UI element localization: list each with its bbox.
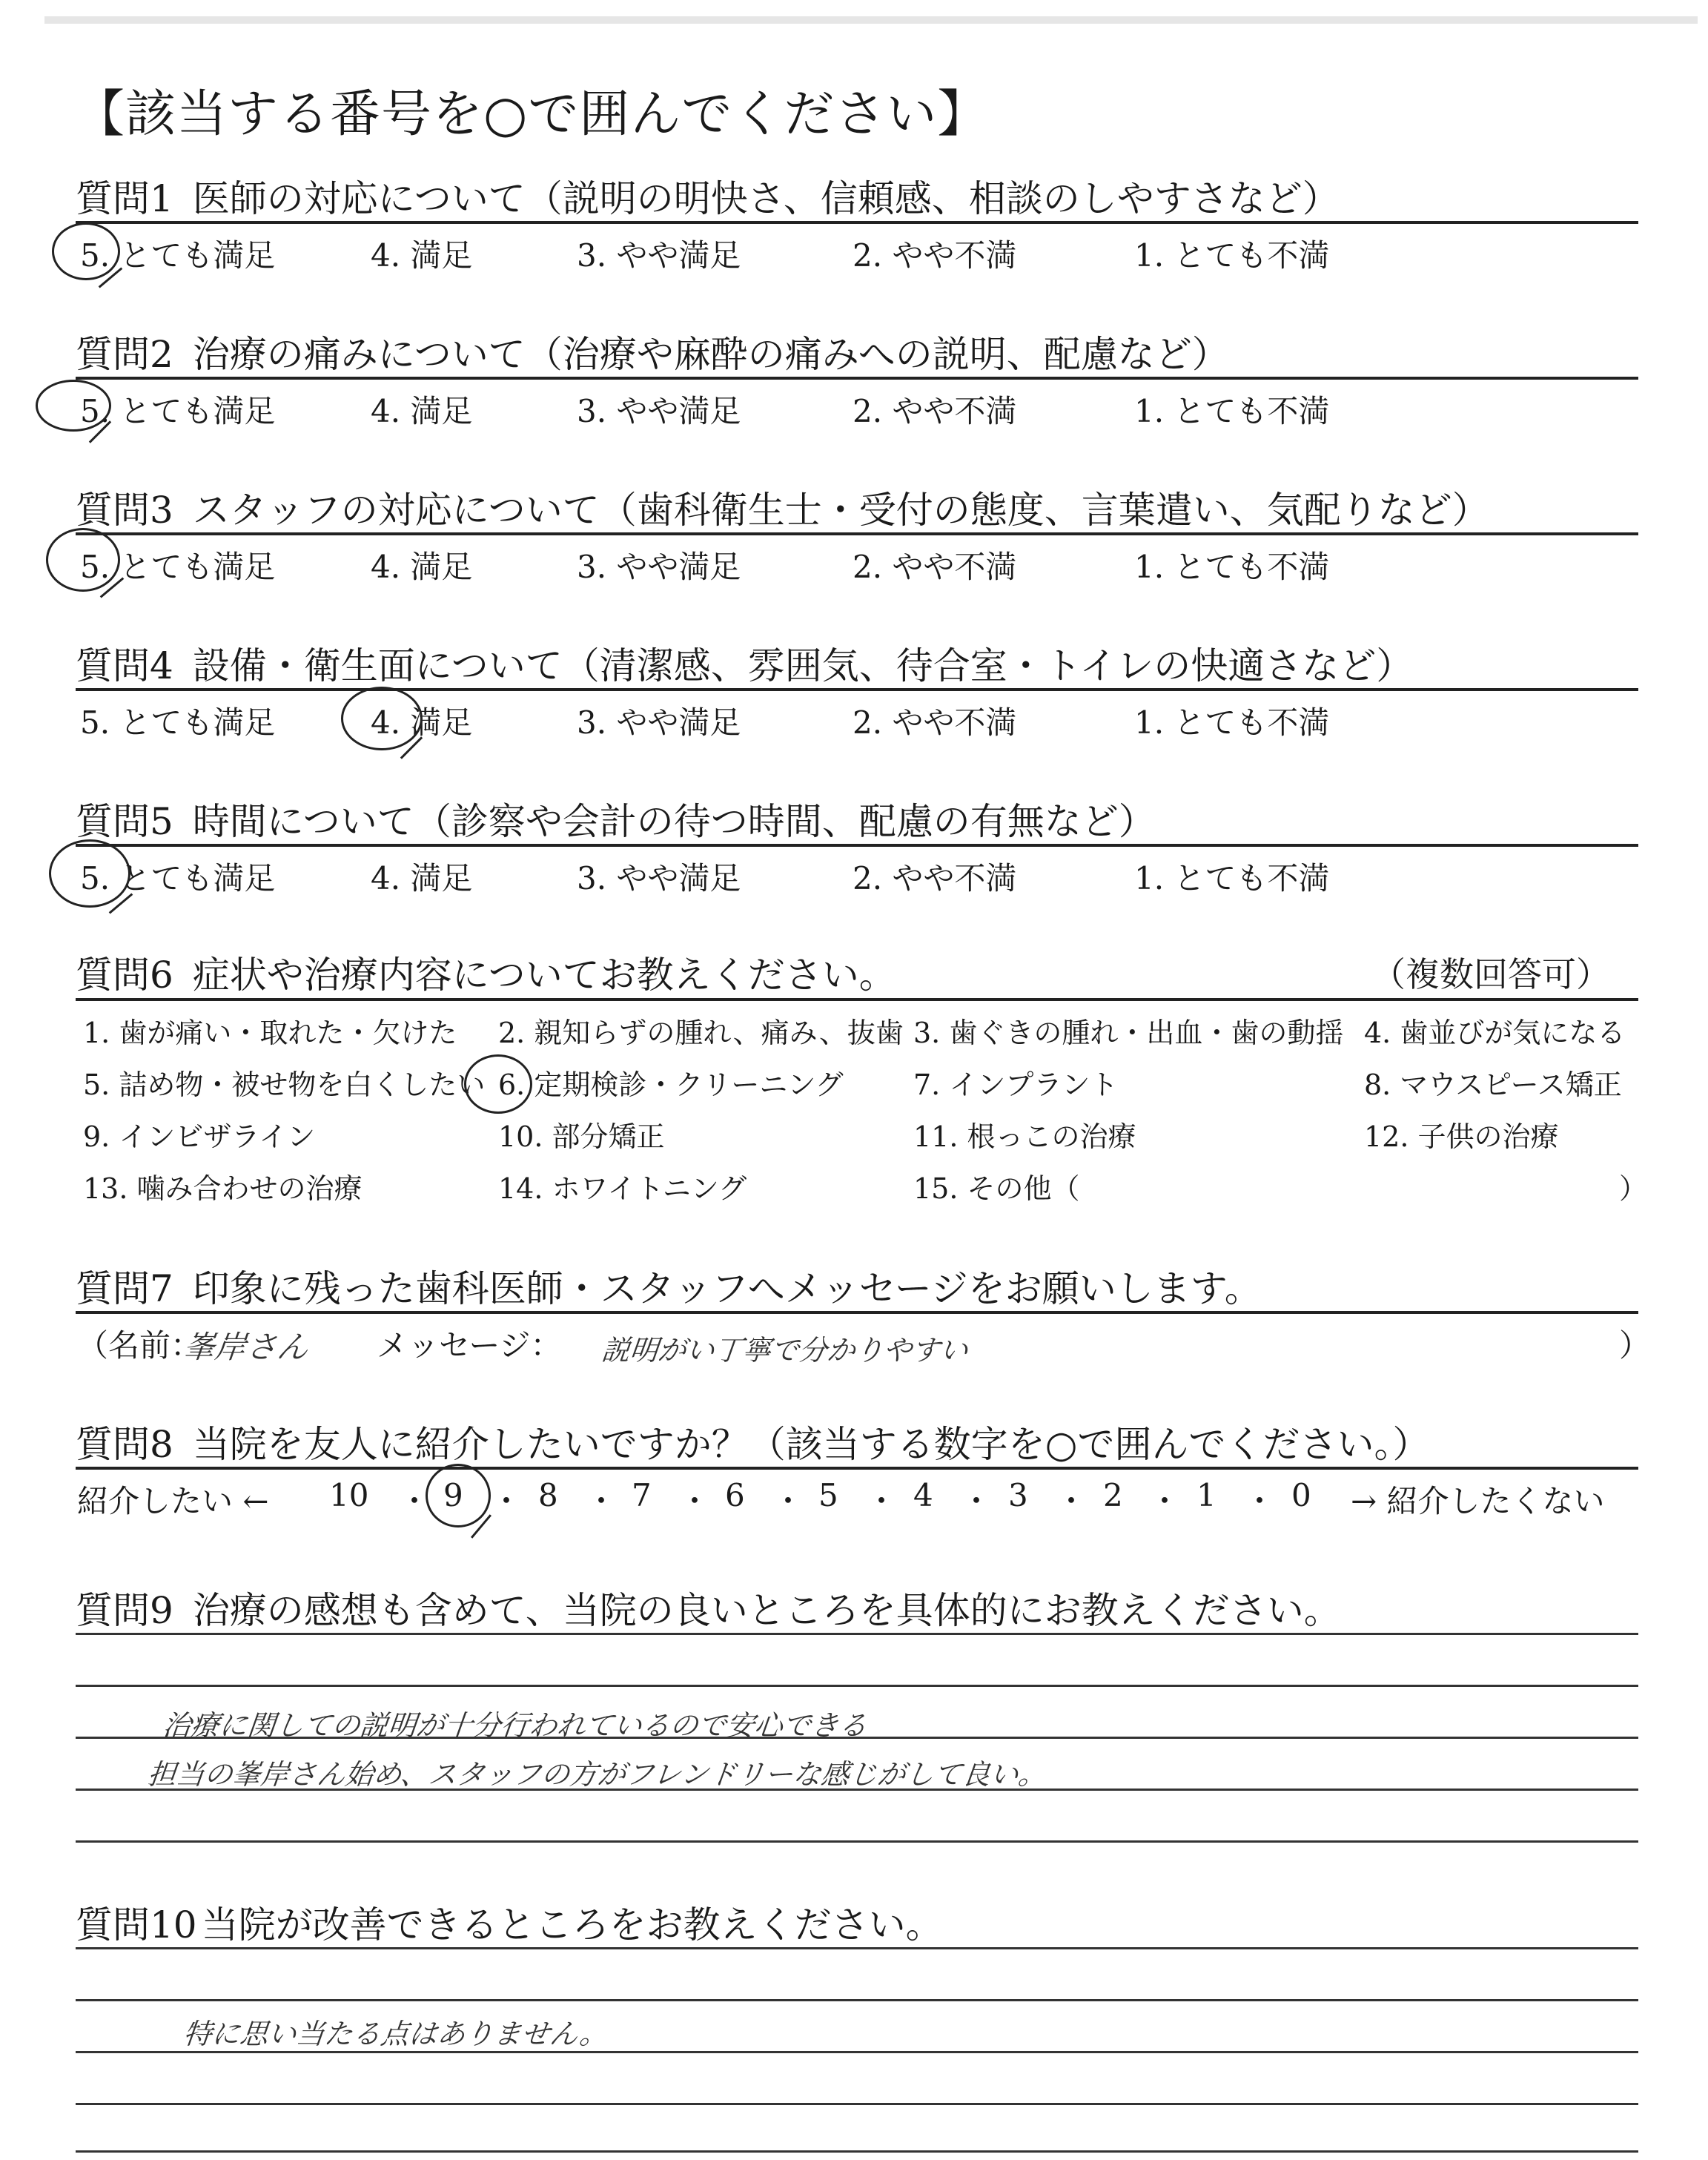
option-4[interactable]: 4. 満足 bbox=[371, 704, 473, 741]
question-number: 質問5 bbox=[76, 800, 173, 843]
option-11[interactable]: 11. 根っこの治療 bbox=[913, 1120, 1136, 1153]
q9-answer-line-2[interactable]: 担当の峯岸さん始め、スタッフの方がフレンドリーな感じがして良い。 bbox=[146, 1758, 1048, 1791]
option-4[interactable]: 4. 歯並びが気になる bbox=[1364, 1017, 1626, 1049]
scale-separator: ・ bbox=[491, 1483, 523, 1519]
answer-line bbox=[76, 1633, 1638, 1635]
option-1[interactable]: 1. 歯が痛い・取れた・欠けた bbox=[83, 1017, 457, 1049]
question-number: 質問8 bbox=[76, 1423, 173, 1466]
question-rule bbox=[76, 998, 1638, 1001]
selection-circle bbox=[426, 1464, 491, 1527]
scale-separator: ・ bbox=[961, 1483, 993, 1519]
option-3[interactable]: 3. やや満足 bbox=[577, 237, 741, 274]
option-5[interactable]: 5. とても満足 bbox=[80, 860, 276, 896]
selection-circle bbox=[49, 839, 130, 908]
option-13[interactable]: 13. 噛み合わせの治療 bbox=[83, 1172, 363, 1205]
selection-circle bbox=[36, 380, 111, 432]
scan-top-edge bbox=[44, 16, 1698, 24]
selection-circle bbox=[464, 1054, 532, 1114]
answer-line bbox=[76, 2103, 1638, 2105]
other-close-paren: ） bbox=[1619, 1172, 1648, 1205]
question-6 bbox=[76, 945, 896, 999]
option-2[interactable]: 2. やや不満 bbox=[853, 704, 1017, 741]
option-5[interactable]: 5. とても満足 bbox=[80, 237, 276, 274]
option-4[interactable]: 4. 満足 bbox=[371, 860, 473, 896]
scale-separator: ・ bbox=[1149, 1483, 1181, 1519]
answer-line bbox=[76, 1947, 1638, 1949]
option-9[interactable]: 9. インビザライン bbox=[83, 1120, 316, 1153]
scale-5[interactable]: 5 bbox=[818, 1477, 838, 1513]
option-3[interactable]: 3. やや満足 bbox=[577, 549, 741, 585]
option-1[interactable]: 1. とても不満 bbox=[1134, 237, 1330, 274]
question-number: 質問9 bbox=[76, 1589, 173, 1632]
scale-separator: ・ bbox=[1244, 1483, 1276, 1519]
scale-separator: ・ bbox=[866, 1483, 898, 1519]
question-text: 治療の感想も含めて、当院の良いところを具体的にお教えください。 bbox=[192, 1589, 1341, 1632]
question-rule bbox=[76, 1467, 1638, 1470]
close-paren: ） bbox=[1619, 1327, 1651, 1364]
scale-separator: ・ bbox=[586, 1483, 618, 1519]
question-3 bbox=[76, 480, 1489, 534]
q10-answer-line-1[interactable]: 特に思い当たる点はありません。 bbox=[182, 2018, 610, 2050]
name-label: （名前： bbox=[77, 1327, 202, 1364]
question-7 bbox=[76, 1259, 1262, 1312]
scale-10[interactable]: 10 bbox=[329, 1477, 369, 1513]
scale-separator: ・ bbox=[399, 1483, 431, 1519]
question-2 bbox=[76, 325, 1229, 378]
question-4 bbox=[76, 636, 1413, 690]
message-handwritten[interactable]: 説明がい丁寧で分かりやすい bbox=[600, 1334, 970, 1367]
question-number: 質問3 bbox=[76, 489, 173, 532]
question-number: 質問4 bbox=[76, 644, 173, 687]
option-5[interactable]: 5. とても満足 bbox=[80, 549, 276, 585]
message-label: メッセージ： bbox=[377, 1327, 562, 1364]
scale-2[interactable]: 2 bbox=[1103, 1477, 1123, 1513]
option-3[interactable]: 3. やや満足 bbox=[577, 860, 741, 896]
option-1[interactable]: 1. とても不満 bbox=[1134, 860, 1330, 896]
question-text: 印象に残った歯科医師・スタッフへメッセージをお願いします。 bbox=[192, 1267, 1262, 1310]
scale-separator: ・ bbox=[679, 1483, 711, 1519]
option-4[interactable]: 4. 満足 bbox=[371, 549, 473, 585]
question-rule bbox=[76, 221, 1638, 224]
q9-answer-line-1[interactable]: 治療に関しての説明が十分行われているので安心できる bbox=[161, 1709, 869, 1742]
option-5[interactable]: 5. とても満足 bbox=[80, 393, 276, 429]
selection-circle bbox=[341, 687, 423, 750]
question-text: スタッフの対応について（歯科衛生士・受付の態度、言葉遣い、気配りなど） bbox=[192, 489, 1489, 532]
option-2[interactable]: 2. 親知らずの腫れ、痛み、抜歯 bbox=[498, 1017, 904, 1049]
multiple-answer-note: （複数回答可） bbox=[1371, 954, 1610, 994]
option-14[interactable]: 14. ホワイトニング bbox=[498, 1172, 747, 1205]
question-8 bbox=[76, 1415, 1429, 1468]
scale-3[interactable]: 3 bbox=[1008, 1477, 1028, 1513]
scale-separator: ・ bbox=[1056, 1483, 1088, 1519]
option-3[interactable]: 3. やや満足 bbox=[577, 393, 741, 429]
question-1 bbox=[76, 169, 1340, 222]
question-9 bbox=[76, 1581, 1341, 1634]
option-1[interactable]: 1. とても不満 bbox=[1134, 393, 1330, 429]
option-6[interactable]: 6. 定期検診・クリーニング bbox=[498, 1069, 844, 1101]
scale-left-label: 紹介したい ← bbox=[77, 1483, 269, 1519]
scale-6[interactable]: 6 bbox=[725, 1477, 745, 1513]
answer-line bbox=[76, 1840, 1638, 1843]
option-10[interactable]: 10. 部分矯正 bbox=[498, 1120, 665, 1153]
answer-line bbox=[76, 1999, 1638, 2001]
question-number: 質問10 bbox=[76, 1903, 197, 1946]
question-5 bbox=[76, 792, 1156, 845]
question-number: 質問7 bbox=[76, 1267, 173, 1310]
scale-9[interactable]: 9 bbox=[443, 1477, 463, 1513]
option-1[interactable]: 1. とても不満 bbox=[1134, 704, 1330, 741]
selection-circle bbox=[52, 222, 120, 280]
scale-4[interactable]: 4 bbox=[913, 1477, 933, 1513]
option-8[interactable]: 8. マウスピース矯正 bbox=[1364, 1069, 1622, 1101]
option-2[interactable]: 2. やや不満 bbox=[853, 237, 1017, 274]
scale-separator: ・ bbox=[772, 1483, 804, 1519]
scale-0[interactable]: 0 bbox=[1291, 1477, 1311, 1513]
selection-circle bbox=[46, 528, 120, 592]
question-10 bbox=[76, 1895, 943, 1949]
question-rule bbox=[76, 377, 1638, 380]
question-text: 当院が改善できるところをお教えください。 bbox=[201, 1903, 943, 1946]
scale-1[interactable]: 1 bbox=[1196, 1477, 1217, 1513]
scale-7[interactable]: 7 bbox=[632, 1477, 652, 1513]
question-rule bbox=[76, 844, 1638, 847]
option-5[interactable]: 5. 詰め物・被せ物を白くしたい bbox=[83, 1069, 486, 1101]
question-text: 医師の対応について（説明の明快さ、信頼感、相談のしやすさなど） bbox=[192, 177, 1340, 220]
question-number: 質問1 bbox=[76, 177, 173, 220]
question-text: 当院を友人に紹介したいですか？（該当する数字を○で囲んでください。） bbox=[192, 1423, 1430, 1466]
option-4[interactable]: 4. 満足 bbox=[371, 237, 473, 274]
option-5[interactable]: 5. とても満足 bbox=[80, 704, 276, 741]
option-1[interactable]: 1. とても不満 bbox=[1134, 549, 1330, 585]
instruction-heading: 【該当する番号を○で囲んでください】 bbox=[74, 85, 989, 144]
option-12[interactable]: 12. 子供の治療 bbox=[1364, 1120, 1559, 1153]
scale-8[interactable]: 8 bbox=[538, 1477, 558, 1513]
answer-line bbox=[76, 1685, 1638, 1687]
name-handwritten[interactable]: 峯岸さん bbox=[182, 1329, 311, 1365]
question-text: 症状や治療内容についてお教えください。 bbox=[192, 954, 896, 997]
answer-line bbox=[76, 2150, 1638, 2153]
option-15-other[interactable]: 15. その他（ bbox=[913, 1172, 1080, 1205]
option-3[interactable]: 3. 歯ぐきの腫れ・出血・歯の動揺 bbox=[913, 1017, 1344, 1049]
option-2[interactable]: 2. やや不満 bbox=[853, 860, 1017, 896]
question-rule bbox=[76, 532, 1638, 535]
question-rule bbox=[76, 1311, 1638, 1314]
option-2[interactable]: 2. やや不満 bbox=[853, 549, 1017, 585]
scale-right-label: → 紹介したくない bbox=[1351, 1483, 1605, 1519]
option-4[interactable]: 4. 満足 bbox=[371, 393, 473, 429]
option-3[interactable]: 3. やや満足 bbox=[577, 704, 741, 741]
option-7[interactable]: 7. インプラント bbox=[913, 1069, 1119, 1101]
question-text: 設備・衛生面について（清潔感、雰囲気、待合室・トイレの快適さなど） bbox=[192, 644, 1414, 687]
question-text: 時間について（診察や会計の待つ時間、配慮の有無など） bbox=[192, 800, 1156, 843]
question-text: 治療の痛みについて（治療や麻酔の痛みへの説明、配慮など） bbox=[192, 333, 1229, 376]
question-number: 質問2 bbox=[76, 333, 173, 376]
option-2[interactable]: 2. やや不満 bbox=[853, 393, 1017, 429]
question-number: 質問6 bbox=[76, 954, 173, 997]
question-rule bbox=[76, 688, 1638, 691]
